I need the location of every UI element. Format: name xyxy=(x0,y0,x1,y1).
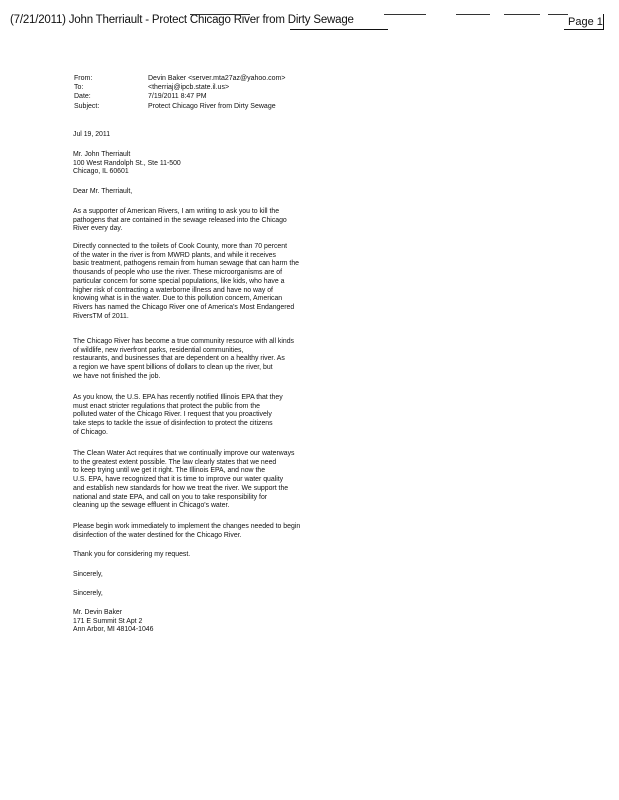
signature-line: 171 E Summit St Apt 2 xyxy=(73,617,143,625)
paragraph-line: must enact stricter regulations that protect the public from the xyxy=(73,402,260,410)
paragraph-line: Directly connected to the toilets of Cook County, more than 70 percent xyxy=(73,243,287,250)
header-underline xyxy=(290,29,388,30)
from-value: Devin Baker <server.mta27az@yahoo.com> xyxy=(148,75,286,82)
paragraph-line: Thank you for considering my request. xyxy=(73,551,191,558)
document-header xyxy=(0,0,619,36)
closing: Sincerely, xyxy=(73,571,103,578)
paragraph-line: Please begin work immediately to implement the changes needed to begin xyxy=(73,523,301,530)
paragraph xyxy=(73,523,373,540)
paragraph-line: to the greatest extent possible. The law clearly states that we need xyxy=(73,458,277,466)
paragraph-line: higher risk of contracting a waterborne illness and have no way of xyxy=(73,286,273,294)
paragraph xyxy=(73,243,373,321)
email-meta xyxy=(74,74,285,111)
paragraph-line: to keep trying until we get it right. The Illinois EPA, and now the xyxy=(73,467,266,475)
paragraph-line: U.S. EPA, have recognized that it is time to improve our water quality xyxy=(73,476,284,484)
paragraph-line: thousands of people who use the river. These microorganisms are of xyxy=(73,269,283,277)
closing: Sincerely, xyxy=(73,590,103,597)
paragraph-line: a region we have spent billions of dollars to clean up the river, but xyxy=(73,364,273,372)
paragraph-line: restaurants, and businesses that are dependent on a healthy river. As xyxy=(73,355,285,363)
from-row xyxy=(74,74,285,83)
signature-block xyxy=(73,609,373,635)
paragraph-line: national and state EPA, and call on you to take responsibility for xyxy=(73,493,268,501)
to-label: To: xyxy=(74,84,84,92)
paragraph-line: pathogens that are contained in the sewage released into the Chicago xyxy=(73,216,287,224)
header-line xyxy=(384,14,426,15)
paragraph xyxy=(73,551,373,560)
paragraph-line: we have not finished the job. xyxy=(73,372,161,380)
header-line xyxy=(190,14,250,15)
signature-line: Ann Arbor, MI 48104-1046 xyxy=(73,626,154,634)
subject-label: Subject: xyxy=(74,102,100,110)
paragraph-line: of the water in the river is from MWRD plants, and while it receives xyxy=(73,251,276,259)
subject-value: Protect Chicago River from Dirty Sewage xyxy=(148,102,276,110)
header-line xyxy=(504,14,540,15)
to-row xyxy=(74,83,285,92)
paragraph-line: cleaning up the sewage effluent in Chicago's water. xyxy=(73,502,230,510)
letter-date: Jul 19, 2011 xyxy=(73,131,111,138)
date-value: 7/19/2011 8:47 PM xyxy=(148,93,207,101)
date-row xyxy=(74,92,285,101)
to-value: <therriaj@ipcb.state.il.us> xyxy=(148,84,230,92)
paragraph-line: As you know, the U.S. EPA has recently notified Illinois EPA that they xyxy=(73,394,283,401)
paragraph-line: and establish new standards for how we treat the river. We support the xyxy=(73,484,289,492)
paragraph-line: The Clean Water Act requires that we continually improve our waterways xyxy=(73,450,295,457)
header-line xyxy=(456,14,490,15)
paragraph-line: basic treatment, pathogens remain from human sewage that can harm the xyxy=(73,260,299,268)
paragraph-line: of Chicago. xyxy=(73,428,108,436)
paragraph-line: particular concern for some special populations, like kids, who have a xyxy=(73,277,285,285)
paragraph-line: polluted water of the Chicago River. I request that you proactively xyxy=(73,411,272,419)
recipient-line: Mr. John Therriault xyxy=(73,151,131,158)
paragraph-line: As a supporter of American Rivers, I am writing to ask you to kill the xyxy=(73,208,280,215)
salutation: Dear Mr. Therriault, xyxy=(73,188,133,195)
recipient-line: Chicago, IL 60601 xyxy=(73,168,129,176)
signature-line: Mr. Devin Baker xyxy=(73,609,123,616)
paragraph xyxy=(73,208,373,234)
paragraph-line: take steps to tackle the issue of disinfection to protect the citizens xyxy=(73,420,273,428)
recipient-block xyxy=(73,151,373,177)
paragraph xyxy=(73,450,373,511)
paragraph xyxy=(73,394,373,438)
paragraph-line: knowing what is in the water. Due to this pollution concern, American xyxy=(73,295,283,303)
page-number: Page 1 xyxy=(564,14,604,30)
from-label: From: xyxy=(74,75,93,82)
paragraph-line: disinfection of the water destined for the Chicago River. xyxy=(73,531,242,539)
paragraph-line: The Chicago River has become a true community resource with all kinds xyxy=(73,338,294,345)
recipient-line: 100 West Randolph St., Ste 11-500 xyxy=(73,159,181,167)
paragraph-line: RiversTM of 2011. xyxy=(73,312,129,320)
date-label: Date: xyxy=(74,93,91,101)
paragraph-line: of wildlife, new riverfront parks, residential communities, xyxy=(73,346,244,354)
paragraph-line: River every day. xyxy=(73,225,123,233)
paragraph-line: Rivers has named the Chicago River one of America's Most Endangered xyxy=(73,303,295,311)
paragraph xyxy=(73,338,373,382)
subject-row xyxy=(74,102,285,111)
header-title: (7/21/2011) John Therriault - Protect Chicago River from Dirty Sewage xyxy=(10,14,354,26)
